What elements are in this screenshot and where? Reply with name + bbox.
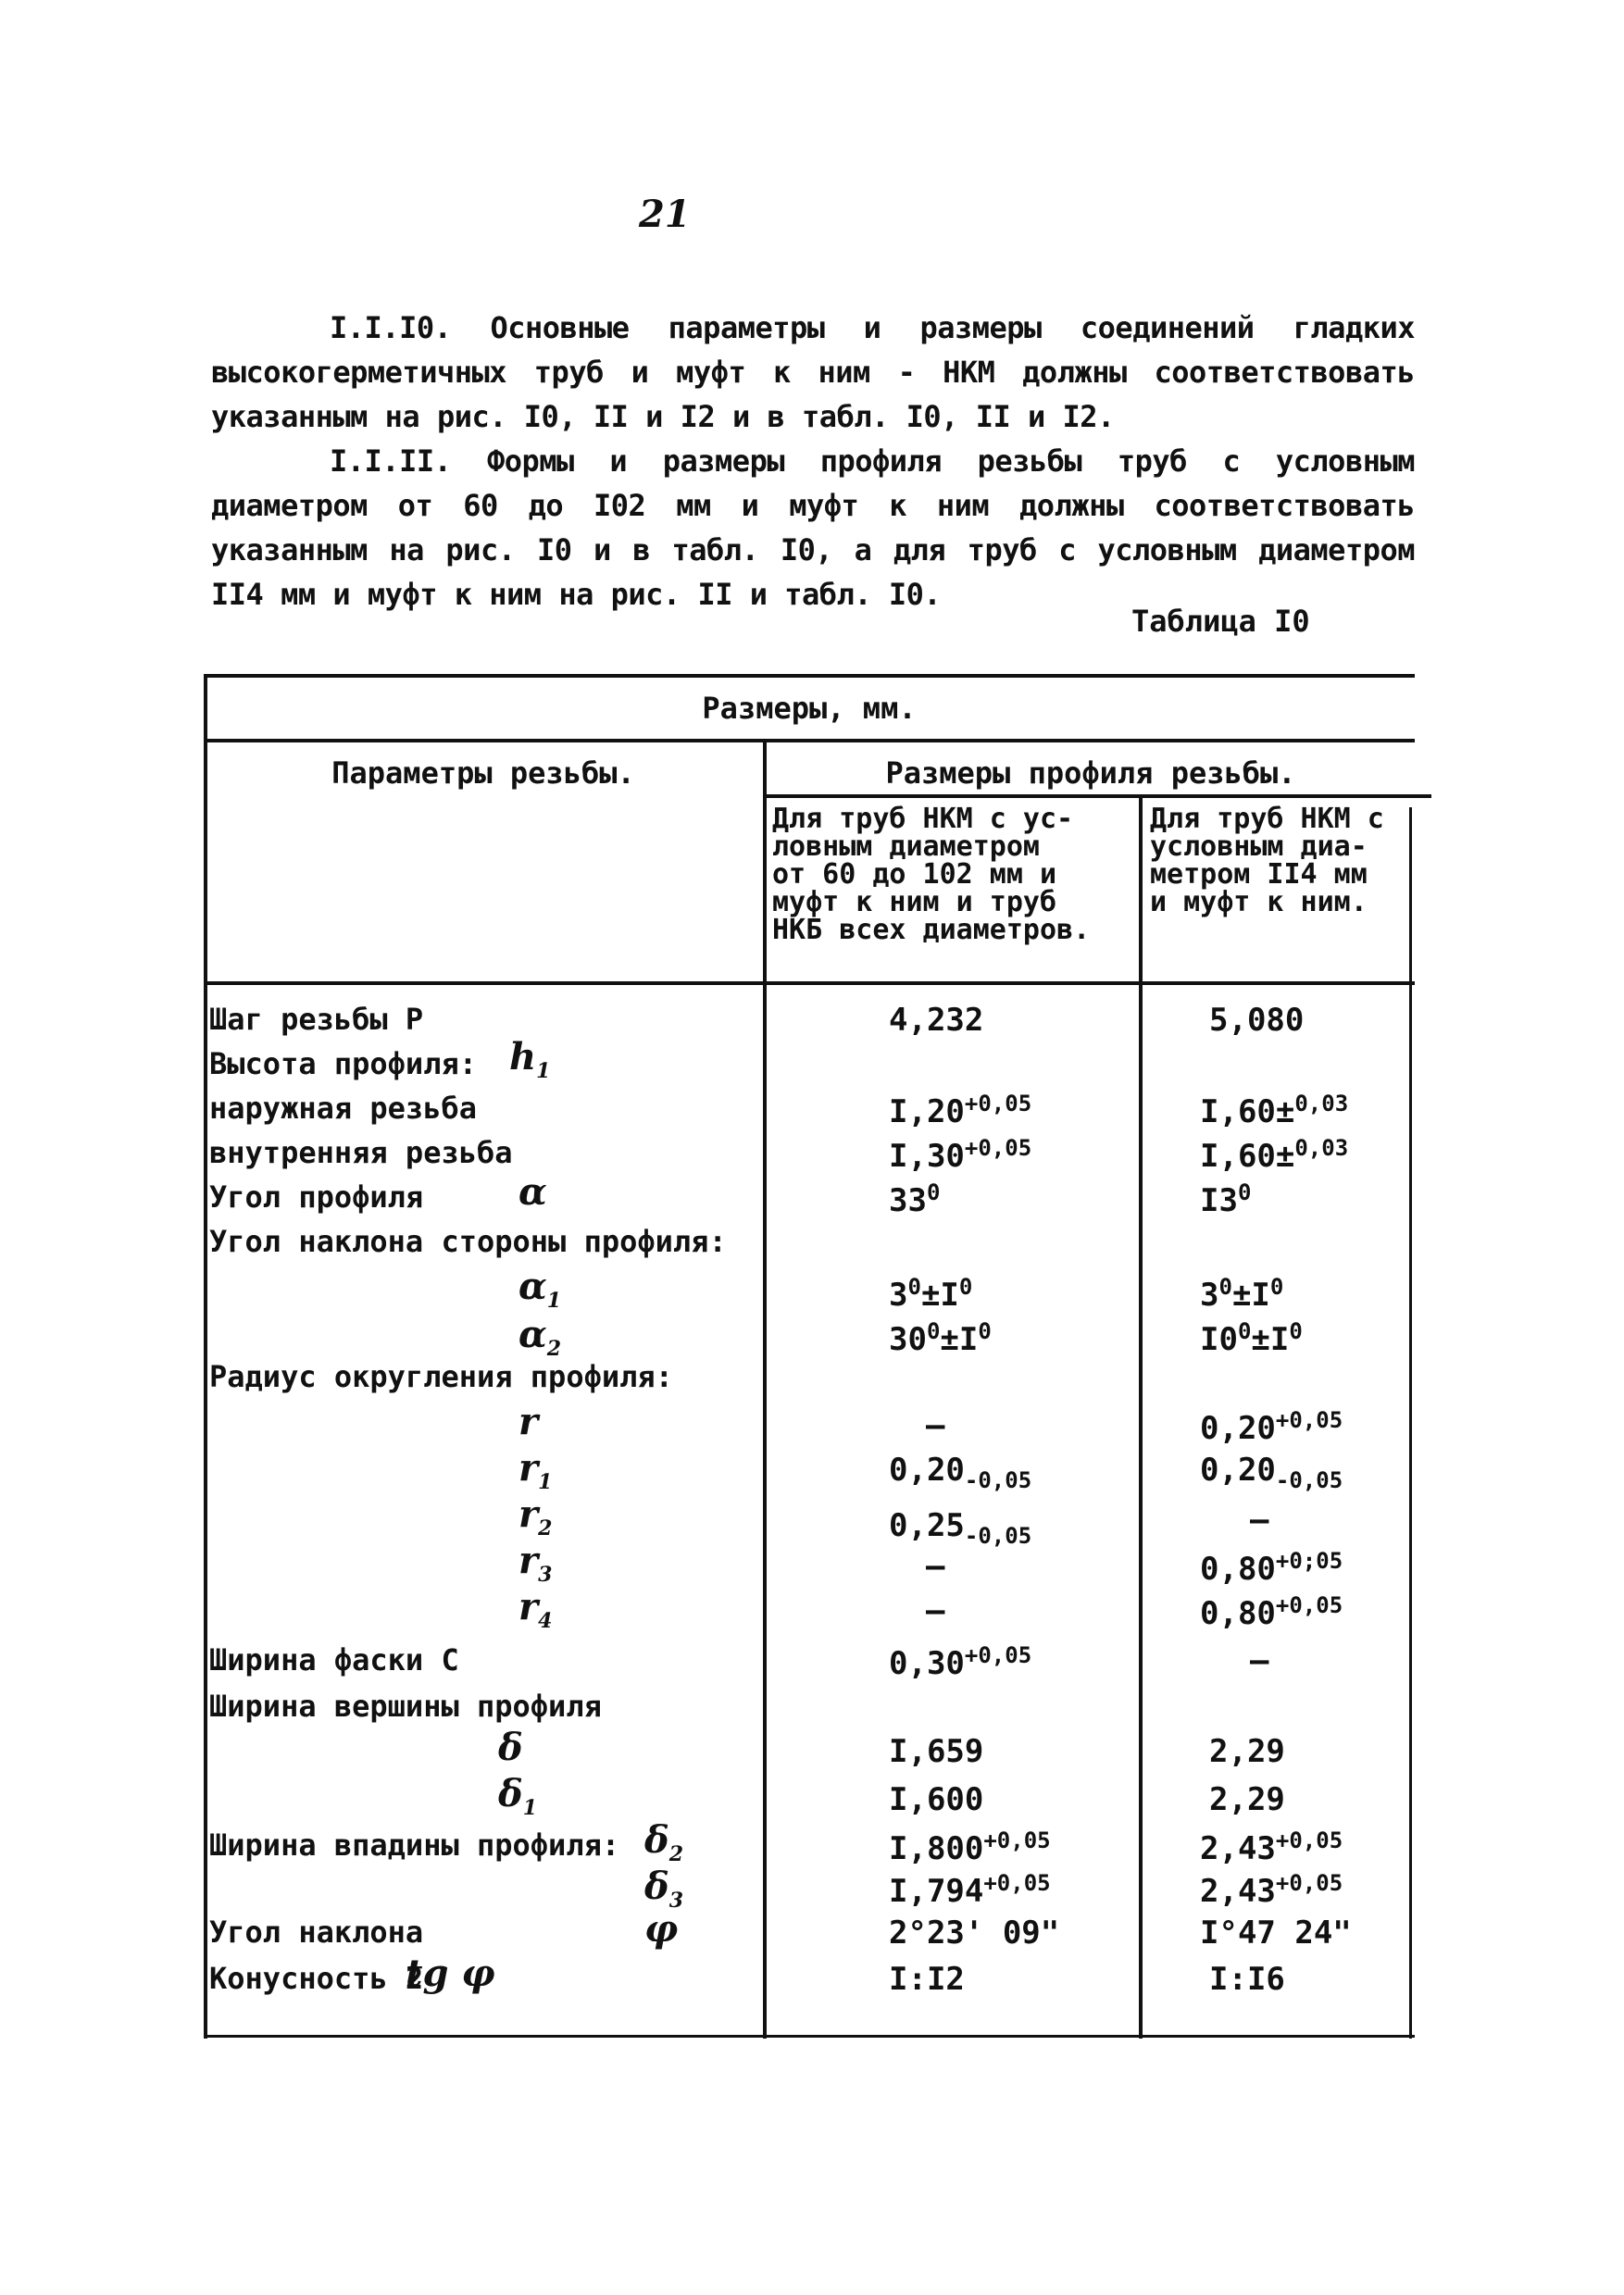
value-r4-b: $0,80^{+0,05}$	[1200, 1592, 1343, 1632]
label-pitch: Шаг резьбы P	[209, 1002, 424, 1037]
header-profile-sizes: Размеры профиля резьбы.	[885, 755, 1296, 791]
table-border-right	[1409, 807, 1412, 2039]
value-pitch-a: 4,232	[889, 1002, 984, 1039]
value-delta3-b: $2,43^{+0,05}$	[1200, 1870, 1343, 1910]
page-number: 21	[639, 193, 691, 236]
value-taper-a: I:I2	[889, 1961, 965, 1998]
label-root-radius: Радиус округления профиля:	[209, 1359, 673, 1394]
value-r3-a: –	[926, 1548, 945, 1585]
value-alpha2-a: $30^0\pm I^0$	[889, 1318, 992, 1358]
value-alpha1-a: $3^0\pm I^0$	[889, 1274, 973, 1314]
table-border-bottom	[204, 2035, 1415, 2038]
symbol-tg-phi: tg φ	[406, 1952, 495, 1995]
table-sub-col-divider	[1139, 798, 1143, 2039]
table-col-divider	[763, 742, 767, 2039]
value-r2-b: –	[1250, 1502, 1269, 1539]
symbol-alpha1: $\alpha_1$	[518, 1265, 562, 1313]
label-flank-angle: Угол наклона стороны профиля:	[209, 1224, 727, 1259]
header-subcol-1	[772, 805, 1139, 944]
label-profile-angle: Угол профиля	[209, 1179, 424, 1215]
label-internal-thread: внутренняя резьба	[209, 1135, 513, 1170]
symbol-delta2: $\delta_2$	[644, 1818, 683, 1866]
table-rule-title	[204, 739, 1415, 742]
value-delta-b: 2,29	[1209, 1733, 1285, 1770]
value-alpha2-b: $I0^0\pm I^0$	[1200, 1318, 1303, 1358]
value-r3-b: $0,80^{+0;05}$	[1200, 1548, 1343, 1588]
symbol-delta3: $\delta_3$	[644, 1865, 683, 1913]
table-border-top	[204, 674, 1415, 678]
header-subcol-1-line: Для труб НКМ с ус-	[772, 803, 1074, 835]
paragraph: I.I.I0. Основные параметры и размеры соединений гладких высокогерметичных труб и муфт к ним - НКМ должны соответствовать указанным на рис. I0, II и I2 и в табл. I0, II и I2.	[211, 310, 1415, 434]
value-delta3-a: $I,794^{+0,05}$	[889, 1870, 1051, 1910]
header-subcol-1-line: от 60 до 102 мм и	[772, 858, 1057, 891]
thread-parameters-table	[204, 674, 1415, 2039]
value-external-b: I,60±$^{0,03}$	[1200, 1091, 1349, 1130]
value-r-b: $0,20^{+0,05}$	[1200, 1407, 1343, 1447]
paragraph: I.I.II. Формы и размеры профиля резьбы труб с условным диаметром от 60 до I02 мм и муфт к ним должны соответствовать указанным на рис. I0 и в табл. I0, а для труб с условным диаметром II4 мм и муфт к ним на рис. II и табл. I0.	[211, 443, 1415, 612]
value-delta1-b: 2,29	[1209, 1781, 1285, 1818]
value-tilt-b: I°47 24"	[1200, 1915, 1352, 1952]
symbol-alpha2: $\alpha_2$	[518, 1313, 562, 1361]
header-thread-params: Параметры резьбы.	[331, 755, 635, 791]
value-tilt-a: 2°23' 09"	[889, 1915, 1060, 1952]
value-chamfer-a: $0,30^{+0,05}$	[889, 1642, 1032, 1682]
value-r2-a: $0,25_{-0,05}$	[889, 1507, 1032, 1549]
header-subcol-2-line: условным диа-	[1150, 830, 1368, 863]
value-chamfer-b: –	[1250, 1642, 1269, 1679]
symbol-delta1: $\delta_1$	[498, 1772, 537, 1820]
value-delta2-a: $I,800^{+0,05}$	[889, 1827, 1051, 1867]
value-delta1-a: I,600	[889, 1781, 984, 1818]
value-internal-b: I,60±$^{0,03}$	[1200, 1135, 1349, 1175]
header-subcol-2-line: Для труб НКМ с	[1150, 803, 1384, 835]
label-profile-height: Высота профиля:	[209, 1046, 477, 1081]
label-taper: Конусность 2	[209, 1961, 424, 1996]
value-delta-a: I,659	[889, 1733, 984, 1770]
value-taper-b: I:I6	[1209, 1961, 1285, 1998]
symbol-delta: δ	[498, 1726, 523, 1769]
value-external-a: $I,20^{+0,05}$	[889, 1091, 1032, 1130]
table-rule-profile	[765, 794, 1431, 798]
value-delta2-b: $2,43^{+0,05}$	[1200, 1827, 1343, 1867]
symbol-r2: $r_2$	[518, 1492, 553, 1540]
value-r1-b: $0,20_{-0,05}$	[1200, 1452, 1343, 1493]
header-subcol-2-line: метром II4 мм	[1150, 858, 1368, 891]
table-rule-header	[204, 981, 1415, 985]
symbol-h1: $h_1$	[509, 1035, 551, 1083]
label-tilt-angle: Угол наклона	[209, 1915, 424, 1950]
table-title: Размеры, мм.	[702, 691, 917, 726]
value-r1-a: $0,20_{-0,05}$	[889, 1452, 1032, 1493]
value-angle-a: $33^0$	[889, 1179, 941, 1219]
value-alpha1-b: $3^0\pm I^0$	[1200, 1274, 1284, 1314]
symbol-r4: $r_4$	[518, 1585, 553, 1633]
label-external-thread: наружная резьба	[209, 1091, 477, 1126]
value-r4-a: –	[926, 1592, 945, 1629]
header-subcol-2-line: и муфт к ним.	[1150, 886, 1368, 918]
symbol-r: r	[518, 1400, 539, 1443]
table-caption: Таблица I0	[1131, 604, 1310, 639]
symbol-r1: $r_1$	[518, 1446, 553, 1494]
value-internal-a: $I,30^{+0,05}$	[889, 1135, 1032, 1175]
label-root-width: Ширина впадины профиля:	[209, 1827, 620, 1863]
value-r-a: –	[926, 1407, 945, 1444]
header-subcol-1-line: ловным диаметром	[772, 830, 1040, 863]
value-angle-b: $I3^0$	[1200, 1179, 1252, 1219]
value-pitch-b: 5,080	[1209, 1002, 1305, 1039]
table-border-left	[204, 674, 207, 2039]
symbol-alpha: α	[518, 1170, 547, 1214]
header-subcol-1-line: НКБ всех диаметров.	[772, 914, 1091, 946]
symbol-r3: $r_3$	[518, 1539, 553, 1587]
header-subcol-1-line: муфт к ним и труб	[772, 886, 1057, 918]
symbol-phi: φ	[644, 1907, 679, 1951]
body-text	[211, 306, 1415, 617]
label-crest-width: Ширина вершины профиля	[209, 1689, 602, 1724]
header-subcol-2	[1150, 805, 1409, 917]
label-chamfer-width: Ширина фаски C	[209, 1642, 459, 1678]
